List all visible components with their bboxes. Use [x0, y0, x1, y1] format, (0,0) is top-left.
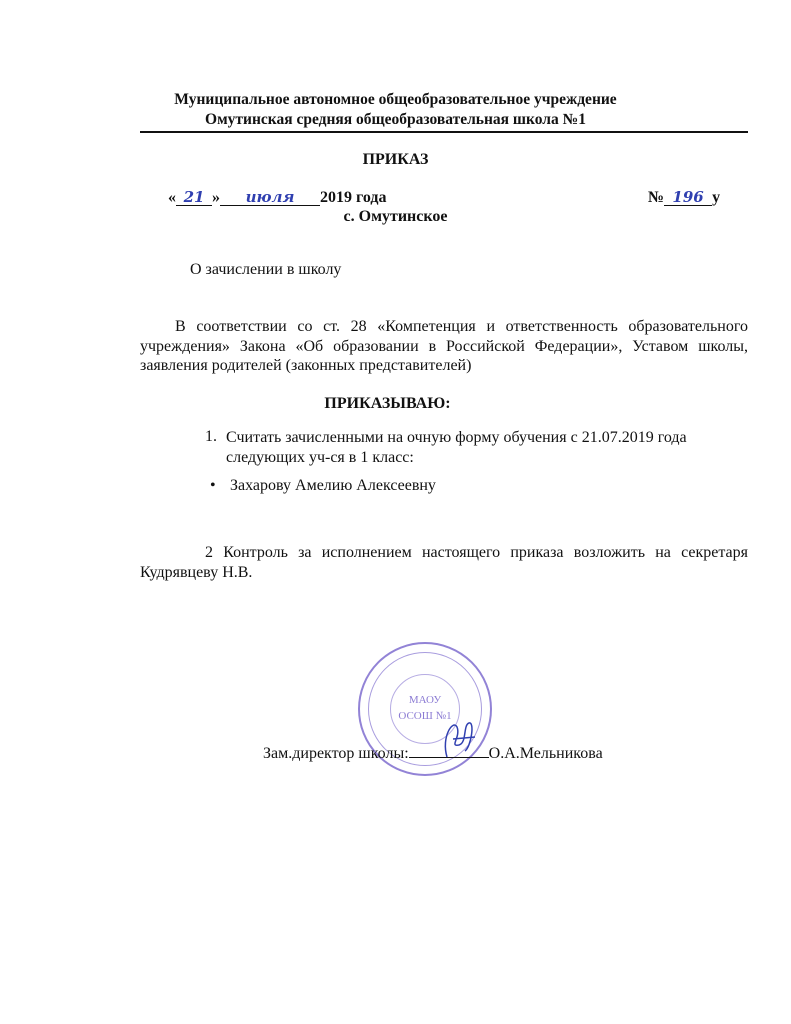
stamp-text2: ОСОШ №1: [398, 710, 452, 722]
item1-number: 1.: [205, 428, 217, 445]
date-year: 2019 года: [320, 189, 387, 206]
signature-field: [409, 743, 489, 758]
date-day: 21: [176, 190, 212, 206]
header-divider: [140, 131, 748, 133]
number-value: 196: [664, 190, 712, 206]
item1-text: Считать зачисленными на очную форму обучения с 21.07.2019 года следующих уч-ся в 1 класс:: [226, 429, 687, 466]
place: с. Омутинское: [343, 208, 448, 225]
number-prefix: №: [648, 189, 665, 206]
stamp-text1: МАОУ: [408, 694, 442, 706]
date-close-quote: »: [212, 189, 220, 206]
signatory-position: Зам.директор школы:: [263, 745, 409, 762]
number-suffix: у: [712, 189, 721, 206]
org-name-line2: Омутинская средняя общеобразовательная школа №1: [205, 111, 586, 128]
preamble: В соответствии со ст. 28 «Компетенция и ответственность образовательного учреждения» Закона «Об образовании в Российской Федерации», Уставом школы, заявления родителей (законных представителей): [140, 318, 748, 374]
signatory-name: О.А.Мельникова: [488, 745, 603, 762]
order-number: [648, 189, 720, 207]
item2-text: 2 Контроль за исполнением настоящего приказа возложить на секретаря Кудрявцеву Н.В.: [140, 544, 748, 581]
bullet-icon: •: [210, 477, 216, 494]
document-title: ПРИКАЗ: [362, 151, 429, 168]
handwritten-signature-icon: [439, 717, 479, 761]
student-name: Захарову Амелию Алексеевну: [230, 477, 436, 494]
date-month: июля: [220, 190, 320, 206]
org-name-line1: Муниципальное автономное общеобразовательное учреждение: [174, 91, 617, 108]
subject: О зачислении в школу: [190, 261, 342, 278]
order-word: ПРИКАЗЫВАЮ:: [324, 395, 451, 412]
date-open-quote: «: [168, 189, 176, 206]
signature-line: [263, 743, 603, 763]
date-line: [168, 189, 387, 207]
